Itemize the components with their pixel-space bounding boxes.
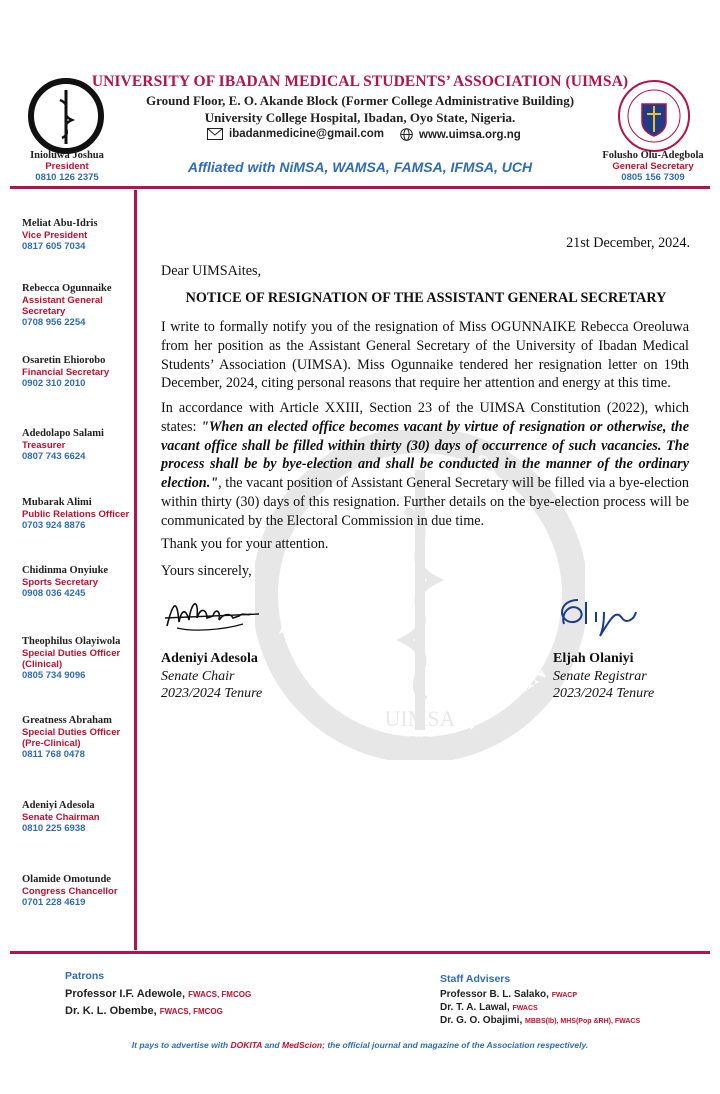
officer-phone: 0811 768 0478 [22,749,85,760]
sidebar-officer [22,355,132,389]
officer-name: Theophilus Olayiwola [22,636,121,647]
envelope-icon [207,128,223,140]
tagline-part: It pays to advertise with [131,1040,231,1050]
dokita-brand: DOKITA [230,1040,263,1050]
sidebar-officer [22,800,132,834]
president-title: President [45,161,89,172]
officer-title-detail: (Pre-Clinical) [22,738,81,749]
staff-adviser-name: Professor B. L. Salako, [440,989,549,1000]
officer-title: Financial Secretary [22,367,110,378]
letter-date: 21st December, 2024. [566,235,690,251]
officer-name: Greatness Abraham [22,715,112,726]
officer-name: Adeniyi Adesola [22,800,95,811]
officer-title-detail: (Clinical) [22,659,63,670]
sidebar-officer [22,218,132,252]
staff-adviser-quals: MBBS(Ib), MHS(Pop &RH), FWACS [525,1018,641,1025]
officer-name: Olamide Omotunde [22,874,111,885]
officer-phone: 0817 605 7034 [22,241,86,252]
sidebar-officer [22,497,132,531]
staff-adviser-name: Dr. T. A. Lawal, [440,1002,510,1013]
globe-icon [400,128,413,141]
footer-tagline [0,1040,720,1050]
affiliation-line: Affliated with NiMSA, WAMSA, FAMSA, IFMSA, UCH [187,159,533,175]
staff-advisers-heading: Staff Advisers [440,973,511,985]
org-name: UNIVERSITY OF IBADAN MEDICAL STUDENTS’ ASSOCIATION (UIMSA) [91,73,629,90]
signatory-1-role: Senate Chair [161,668,235,684]
staff-adviser-quals: FWACP [551,992,577,999]
staff-adviser-quals: FWACS [512,1005,538,1012]
address-line-1: Ground Floor, E. O. Akande Block (Former College Administrative Building) [145,93,575,108]
sidebar-officer [22,636,132,681]
signatory-2-role: Senate Registrar [553,668,647,684]
watermark-ring-left: UNIVE [273,553,330,643]
signatory-2-name: Eljah Olaniyi [553,651,634,666]
signatory-2 [553,650,654,703]
officer-title: Special Duties Officer [22,648,121,659]
thank-you-line: Thank you for your attention. [161,536,329,552]
paragraph-2 [161,399,689,531]
paragraph-2-rest: , the vacant position of Assistant General Secretary will be filled via a bye-election within thirty (30) days of this resignation. Further details on the bye-election process will be communicated by the Electoral Commission in due time. [161,475,689,529]
address-line-2: University College Hospital, Ibadan, Oyo State, Nigeria. [204,110,516,125]
paragraph-2-intro: In accordance with Article XXIII, Section 23 of the UIMSA Constitution (2022), which states: [161,400,689,435]
signatory-1 [161,650,262,703]
officer-title: Vice President [22,230,88,241]
gen-sec-phone: 0805 156 7309 [621,172,685,183]
officer-phone: 0810 225 6938 [22,823,86,834]
sidebar-officer [22,283,132,328]
email-text[interactable]: ibadanmedicine@gmail.com [229,128,385,140]
patron-quals: FWACS, FMCOG [188,990,252,999]
officer-phone: 0701 228 4619 [22,897,86,908]
watermark-ring-right: STUDENTS [464,450,551,573]
officer-title: Special Duties Officer [22,727,121,738]
officer-title: Assistant General Secretary [22,295,103,317]
footer-divider [10,951,710,954]
patron-name: Dr. K. L. Obembe, [65,1005,157,1017]
officer-phone: 0902 310 2010 [22,378,86,389]
sidebar-divider [134,190,137,950]
paragraph-1: I write to formally notify you of the resignation of Miss OGUNNAIKE Rebecca Oreoluwa from her position as the Assistant General Secretary of the University of Ibadan Medical Students’ Association (UIMSA). Miss Ogunnaike tendered her resignation letter on 19th December, 2024, citing personal reasons that require her attention and energy at this time. [161,319,689,392]
president-name: Inioluwa Joshua [30,150,104,161]
salutation: Dear UIMSAites, [161,263,262,279]
officer-name: Mubarak Alimi [22,497,92,508]
officer-title: Congress Chancellor [22,886,118,897]
officer-phone: 0908 036 4245 [22,588,86,599]
officer-name: Meliat Abu-Idris [22,218,98,229]
officer-title: Treasurer [22,440,66,451]
patron-entry [65,1005,223,1017]
staff-adviser-name: Dr. G. O. Obajimi, [440,1015,523,1026]
signatory-2-tenure: 2023/2024 Tenure [553,686,655,701]
officer-name: Adedolapo Salami [22,428,104,439]
officer-name: Rebecca Ogunnaike [22,283,112,294]
officer-phone: 0805 734 9096 [22,670,86,681]
officer-name: Osaretin Ehiorobo [22,355,106,366]
gen-sec-title: General Secretary [612,161,694,172]
tagline-part: and [262,1040,282,1050]
signatory-1-tenure: 2023/2024 Tenure [161,686,263,701]
sidebar-officer [22,428,132,462]
officer-phone: 0708 956 2254 [22,317,86,328]
officer-title: Senate Chairman [22,812,100,823]
closing-line: Yours sincerely, [161,563,252,579]
watermark-est: EST. [410,735,430,746]
header-divider [10,186,710,189]
email-contact [207,128,384,140]
signature-olaniyi [556,592,640,640]
letter-subject: NOTICE OF RESIGNATION OF THE ASSISTANT GENERAL SECRETARY [185,290,667,306]
president-phone: 0810 126 2375 [35,172,99,183]
website-contact [400,128,521,141]
patron-quals: FWACS, FMCOG [159,1007,223,1016]
medscion-brand: MedScion [281,1040,323,1050]
watermark-text: UIMSA [384,706,456,731]
patron-entry [65,988,251,1000]
patrons-heading: Patrons [65,970,105,982]
officer-phone: 0807 743 6624 [22,451,86,462]
officer-name: Chidinma Onyiuke [22,565,109,576]
constitution-quote: "When an elected office becomes vacant by virtue of resignation or otherwise, the vacant office shall be filled within thirty (30) days of occurrence of such vacancies. The process shall be by bye-election and shall be conducted in the manner of the ordinary election." [161,418,689,492]
officer-phone: 0703 924 8876 [22,520,86,531]
website-text[interactable]: www.uimsa.org.ng [419,128,521,141]
watermark-ring-bottom: NOITAIN [458,659,551,735]
sidebar-officer [22,565,132,599]
staff-adviser-entry [440,1015,640,1026]
sidebar-officer [22,715,132,760]
signature-adesola [163,592,263,638]
gen-sec-name: Folusho Olu-Adegbola [602,150,704,161]
staff-adviser-entry [440,1002,538,1013]
patron-name: Professor I.F. Adewole, [65,988,186,1000]
signatory-1-name: Adeniyi Adesola [161,651,258,666]
tagline-part: ; the official journal and magazine of the Association respectively. [322,1040,589,1050]
officer-title: Sports Secretary [22,577,99,588]
watermark-year: 1960 [406,746,434,760]
staff-adviser-entry [440,989,577,1000]
officer-title: Public Relations Officer [22,509,130,520]
sidebar-officer [22,874,132,908]
